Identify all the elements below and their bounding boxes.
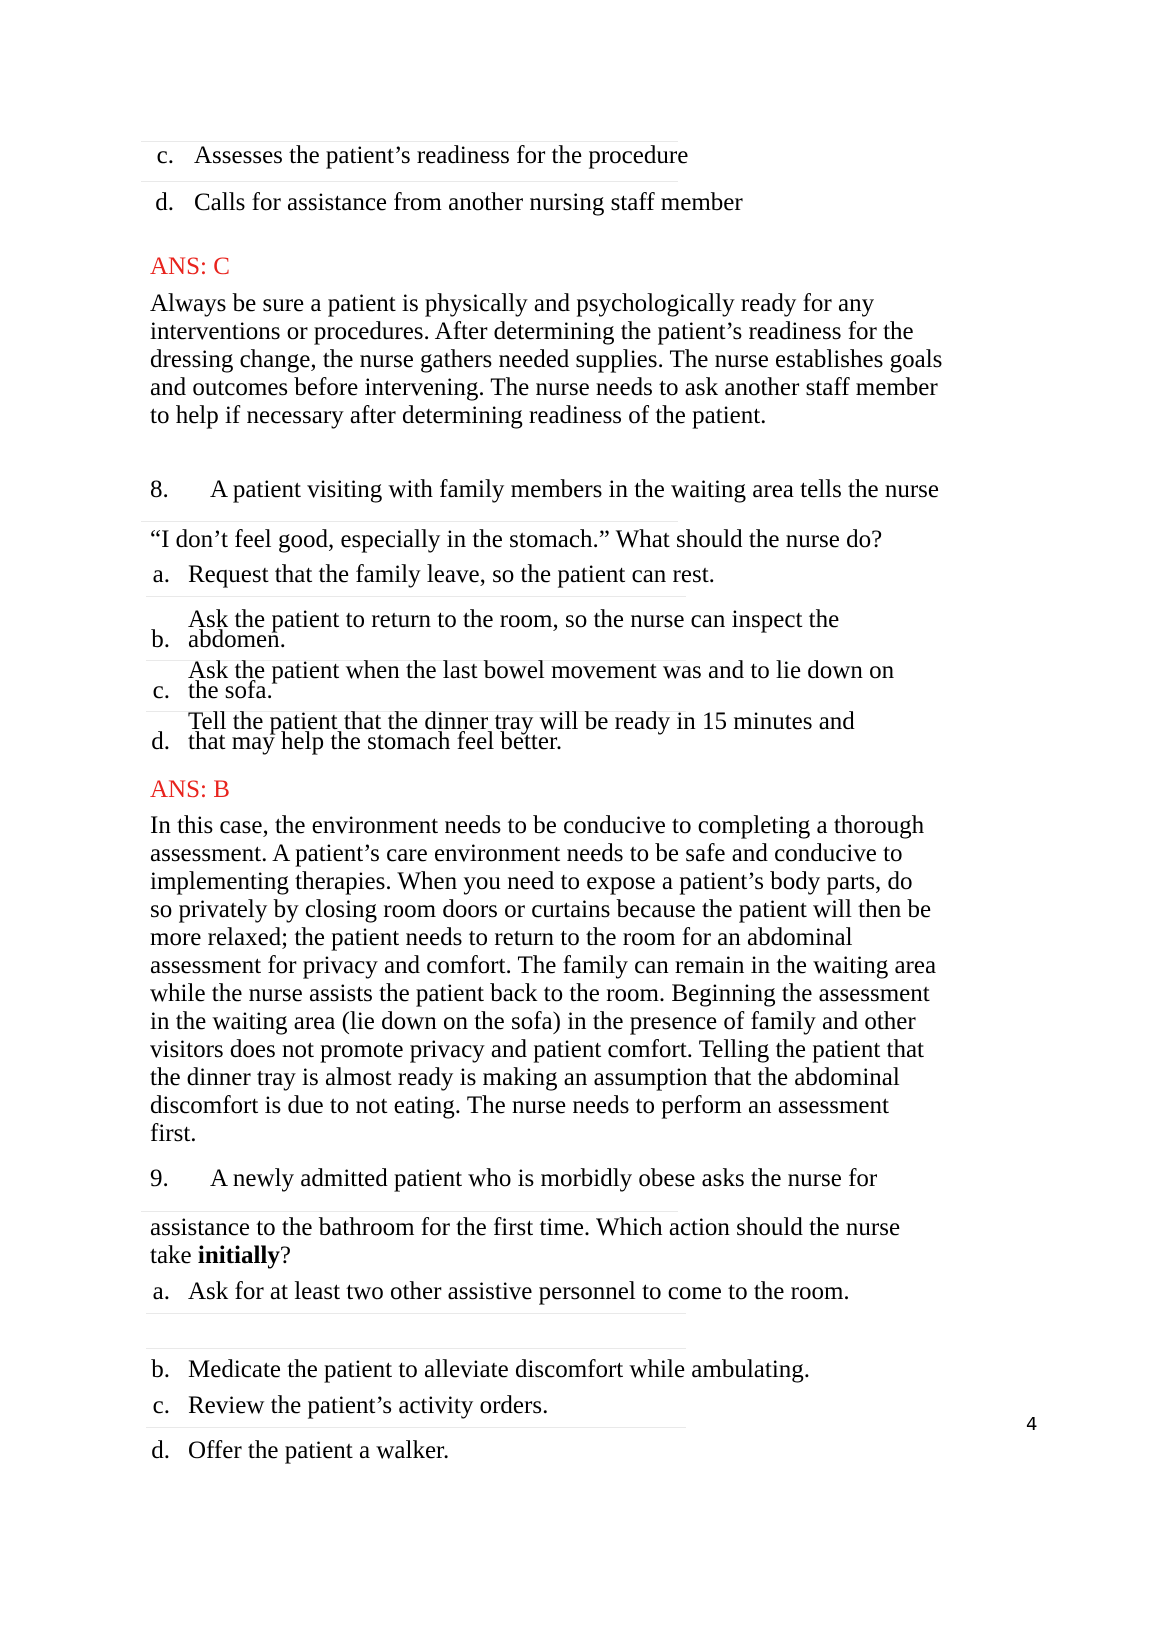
rationale-line: so privately by closing room doors or curtains because the patient will then be: [150, 896, 932, 923]
table-rule: [141, 181, 678, 182]
question-stem: A patient visiting with family members in the waiting area tells the nurse: [210, 476, 940, 503]
option-text: Assesses the patient’s readiness for the procedure: [194, 142, 689, 169]
rationale-line: the dinner tray is almost ready is making an assumption that the abdominal: [150, 1064, 900, 1091]
rationale-line: while the nurse assists the patient back to the room. Beginning the assessment: [150, 980, 930, 1007]
option-letter: c.: [152, 677, 170, 704]
emphasis-text: initially: [197, 1242, 280, 1269]
rationale-line: visitors does not promote privacy and patient comfort. Telling the patient that: [150, 1036, 924, 1063]
answer-label: ANS: B: [150, 776, 230, 803]
question-stem: assistance to the bathroom for the first time. Which action should the nurse: [150, 1214, 901, 1241]
question-stem: A newly admitted patient who is morbidly obese asks the nurse for: [210, 1165, 878, 1192]
option-text: Ask for at least two other assistive personnel to come to the room.: [188, 1278, 850, 1305]
stem-text: take: [150, 1242, 198, 1269]
option-letter: b.: [151, 626, 170, 653]
rationale-line: In this case, the environment needs to be conducive to completing a thorough: [150, 812, 925, 839]
rationale-line: more relaxed; the patient needs to return to the room for an abdominal: [150, 924, 853, 951]
rationale-line: dressing change, the nurse gathers needed supplies. The nurse establishes goals: [150, 346, 943, 373]
rationale-line: interventions or procedures. After determining the patient’s readiness for the: [150, 318, 914, 345]
question-stem: “I don’t feel good, especially in the stomach.” What should the nurse do?: [150, 526, 883, 553]
option-text: Tell the patient that the dinner tray will be ready in 15 minutes and: [188, 708, 855, 735]
option-text-continued: abdomen.: [188, 626, 286, 653]
table-rule: [146, 596, 686, 597]
stem-text: ?: [279, 1242, 291, 1269]
question-number: 9.: [150, 1165, 169, 1192]
option-text: Calls for assistance from another nursing staff member: [194, 189, 743, 216]
option-letter: d.: [151, 728, 170, 755]
option-letter: a.: [152, 561, 170, 588]
option-letter: c.: [156, 142, 174, 169]
option-text-continued: that may help the stomach feel better.: [188, 728, 563, 755]
rationale-line: implementing therapies. When you need to expose a patient’s body parts, do: [150, 868, 913, 895]
option-text: Ask the patient when the last bowel movement was and to lie down on: [188, 657, 895, 684]
option-letter: c.: [152, 1392, 170, 1419]
table-rule: [146, 1313, 686, 1314]
page-number: 4: [1026, 1414, 1038, 1435]
rationale-line: first.: [150, 1120, 197, 1147]
option-text: Ask the patient to return to the room, so the nurse can inspect the: [188, 606, 840, 633]
option-text: Request that the family leave, so the patient can rest.: [188, 561, 715, 588]
option-letter: a.: [152, 1278, 170, 1305]
rationale-paragraph: [150, 290, 1020, 430]
option-text: Review the patient’s activity orders.: [188, 1392, 549, 1419]
option-text: Offer the patient a walker.: [188, 1437, 450, 1464]
rationale-line: Always be sure a patient is physically and psychologically ready for any: [150, 290, 875, 317]
option-text-continued: the sofa.: [188, 677, 273, 704]
option-letter: d.: [151, 1437, 170, 1464]
option-text: Medicate the patient to alleviate discomfort while ambulating.: [188, 1356, 811, 1383]
rationale-paragraph: [150, 812, 1020, 1148]
rationale-line: assessment for privacy and comfort. The family can remain in the waiting area: [150, 952, 937, 979]
rationale-line: discomfort is due to not eating. The nurse needs to perform an assessment: [150, 1092, 889, 1119]
table-rule: [146, 1348, 686, 1349]
question-stem: [150, 1242, 291, 1270]
rationale-line: and outcomes before intervening. The nurse needs to ask another staff member: [150, 374, 938, 401]
table-rule: [146, 1427, 686, 1428]
rationale-line: to help if necessary after determining readiness of the patient.: [150, 402, 767, 429]
table-rule: [141, 1211, 678, 1212]
option-letter: d.: [155, 189, 174, 216]
table-rule: [141, 521, 678, 522]
rationale-line: in the waiting area (lie down on the sofa) in the presence of family and other: [150, 1008, 916, 1035]
answer-label: ANS: C: [150, 253, 230, 280]
rationale-line: assessment. A patient’s care environment needs to be safe and conducive to: [150, 840, 903, 867]
question-number: 8.: [150, 476, 169, 503]
option-letter: b.: [151, 1356, 170, 1383]
